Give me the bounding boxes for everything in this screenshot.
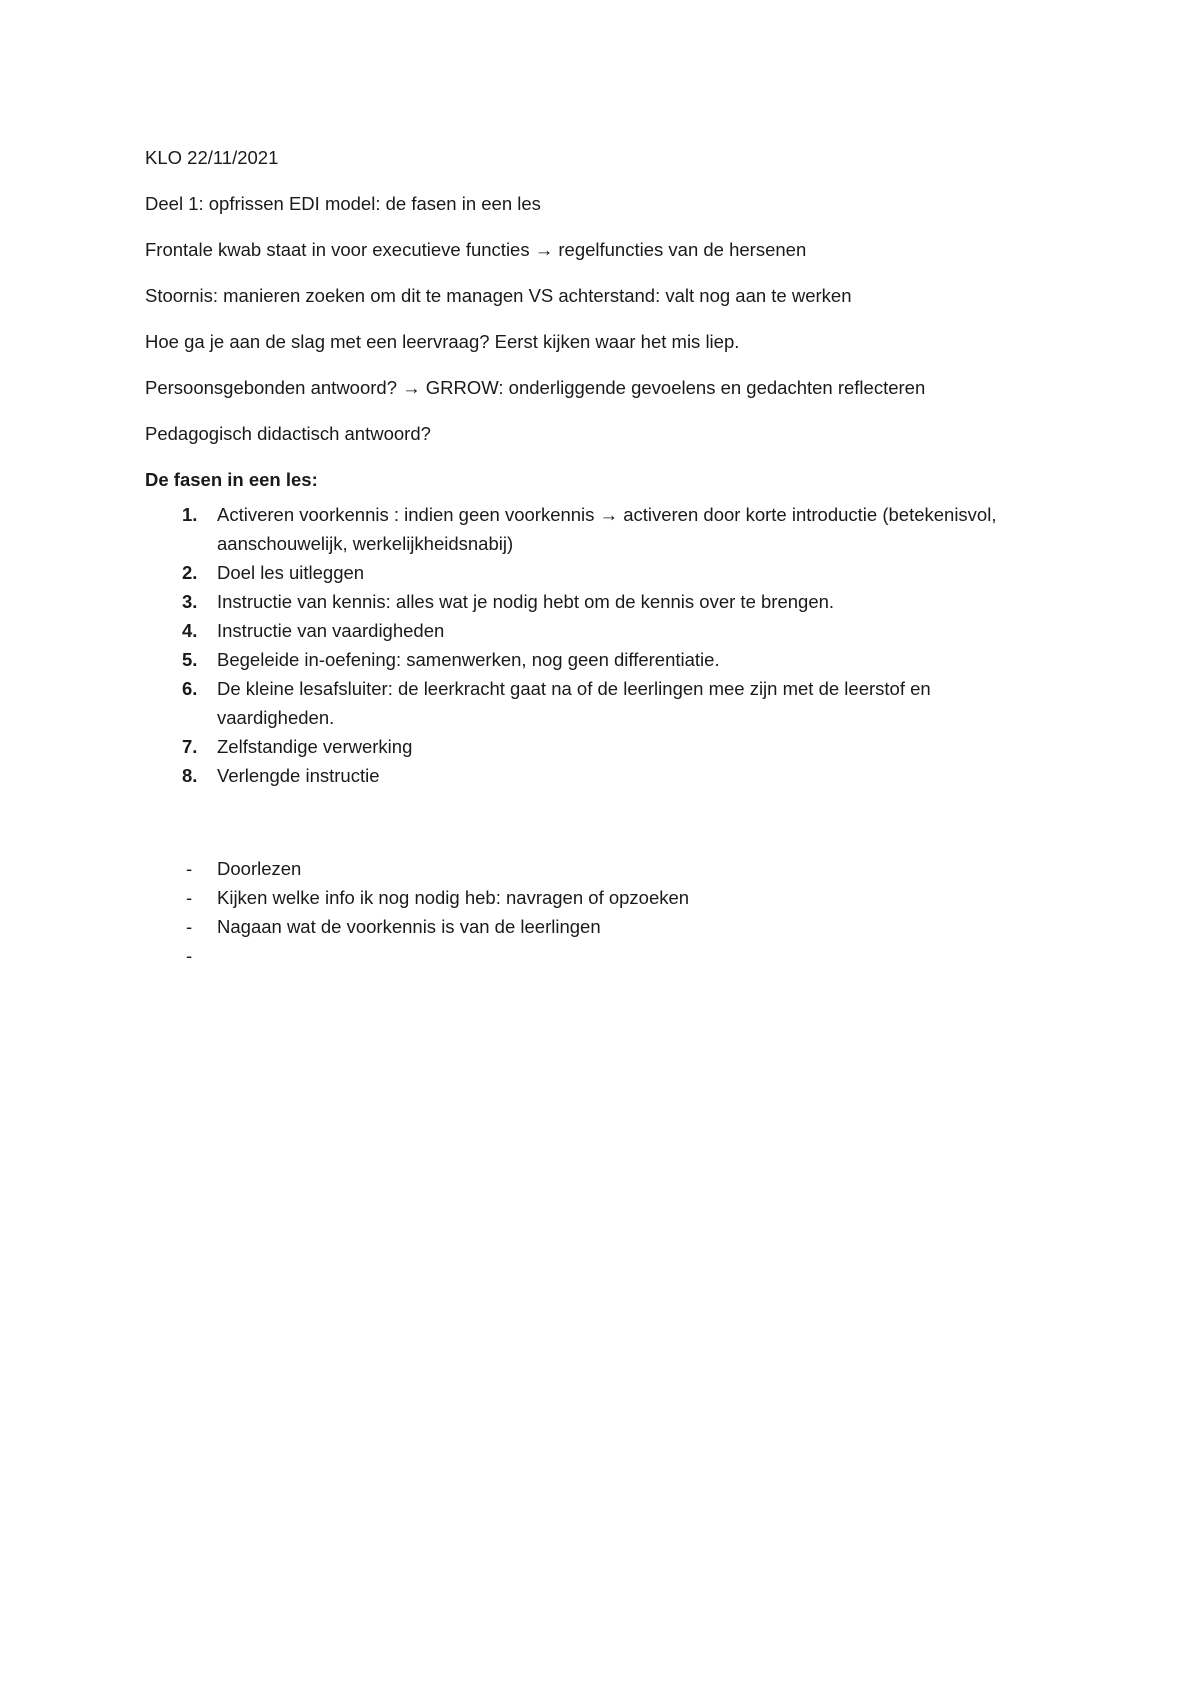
list-item [145,558,1045,587]
list-item-text: Verlengde instructie [217,765,380,786]
todo-item-text: Nagaan wat de voorkennis is van de leerlingen [217,916,601,937]
todo-item [145,941,1045,970]
dash-bullet: - [186,887,193,908]
list-number: 7. [182,736,198,757]
todo-item [145,854,1045,883]
list-number: 6. [182,678,198,699]
list-number: 8. [182,765,198,786]
todo-list [145,854,1045,970]
todo-item-text: Kijken welke info ik nog nodig heb: navragen of opzoeken [217,887,690,908]
list-item [145,616,1045,645]
list-number: 5. [182,649,198,670]
list-number: 3. [182,591,198,612]
document-body [145,143,1045,970]
list-item-text: Activeren voorkennis : indien geen voorkennis → activeren door korte introductie (betekenisvol, aanschouwelijk, werkelijkheidsnabij) [217,504,997,554]
list-number: 4. [182,620,198,641]
list-item-text: Zelfstandige verwerking [217,736,413,757]
paragraph-frontale-kwab: Frontale kwab staat in voor executieve functies → regelfuncties van de hersenen [145,239,807,260]
date-line: KLO 22/11/2021 [145,147,279,168]
list-item-text: Instructie van kennis: alles wat je nodig hebt om de kennis over te brengen. [217,591,835,612]
list-item [145,761,1045,790]
dash-bullet: - [186,858,193,879]
list-item-text: Instructie van vaardigheden [217,620,445,641]
list-item [145,674,1045,732]
todo-item [145,912,1045,941]
list-item-text: Doel les uitleggen [217,562,365,583]
list-item [145,732,1045,761]
list-number: 2. [182,562,198,583]
paragraph-persoonsgebonden: Persoonsgebonden antwoord? → GRROW: onderliggende gevoelens en gedachten reflecteren [145,377,926,398]
list-item [145,645,1045,674]
paragraph-leervraag: Hoe ga je aan de slag met een leervraag? Eerst kijken waar het mis liep. [145,331,740,352]
list-item-text: De kleine lesafsluiter: de leerkracht gaat na of de leerlingen mee zijn met de leerstof en vaardigheden. [217,678,931,728]
dash-bullet: - [186,916,193,937]
list-item [145,587,1045,616]
todo-item [145,883,1045,912]
dash-bullet: - [186,945,193,966]
todo-item-text: Doorlezen [217,858,302,879]
paragraph-pedagogisch: Pedagogisch didactisch antwoord? [145,423,431,444]
section-heading: De fasen in een les: [145,469,318,490]
list-number: 1. [182,504,198,525]
list-item [145,500,1045,558]
list-item-text: Begeleide in-oefening: samenwerken, nog geen differentiatie. [217,649,720,670]
phases-list [145,500,1045,790]
paragraph-stoornis: Stoornis: manieren zoeken om dit te managen VS achterstand: valt nog aan te werken [145,285,852,306]
paragraph-deel-1: Deel 1: opfrissen EDI model: de fasen in een les [145,193,541,214]
